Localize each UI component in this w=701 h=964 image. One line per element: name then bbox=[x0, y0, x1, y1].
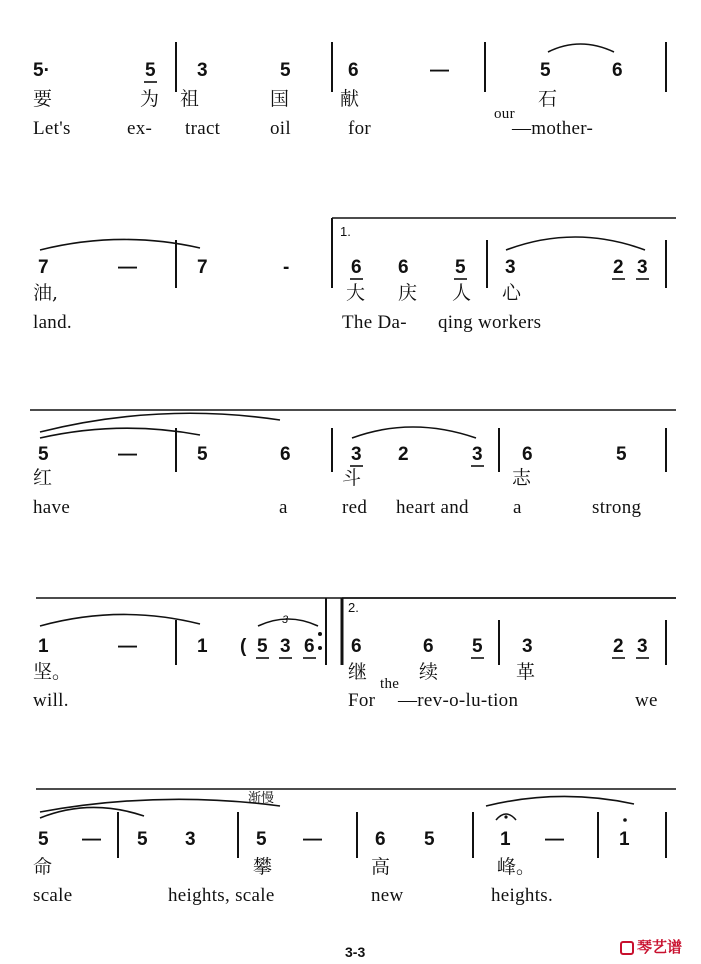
lyric-english: a bbox=[513, 497, 522, 518]
lyric-chinese: 斗 bbox=[342, 467, 362, 489]
lyric-english-superscript: our bbox=[494, 106, 515, 122]
jianpu-note: 5 bbox=[424, 829, 435, 850]
jianpu-note: 3 bbox=[280, 636, 291, 657]
jianpu-note: 3 bbox=[637, 257, 648, 278]
dash-extension: — bbox=[430, 60, 449, 81]
dash-extension: — bbox=[118, 636, 137, 657]
lyric-chinese: 庆 bbox=[398, 282, 418, 304]
jianpu-note: 7 bbox=[38, 257, 49, 278]
lyric-english: oil bbox=[270, 118, 291, 139]
dash-extension: — bbox=[545, 829, 564, 850]
lyric-english: we bbox=[635, 690, 658, 711]
jianpu-note: 2 bbox=[398, 444, 409, 465]
jianpu-note: 5 bbox=[280, 60, 291, 81]
tempo-mark: 渐慢 bbox=[248, 791, 275, 806]
jianpu-note: 6 bbox=[612, 60, 623, 81]
volta-2-label: 2. bbox=[348, 600, 359, 615]
lyric-english: for bbox=[348, 118, 372, 139]
dash-extension: — bbox=[303, 829, 322, 850]
jianpu-note: 3 bbox=[185, 829, 196, 850]
brand-name: 琴艺谱 bbox=[637, 938, 683, 956]
lyric-chinese: 峰。 bbox=[497, 856, 536, 878]
lyric-chinese: 红 bbox=[33, 467, 53, 489]
jianpu-note: 3 bbox=[522, 636, 533, 657]
lyric-english: new bbox=[371, 885, 404, 906]
lyric-english: heights, scale bbox=[168, 885, 275, 906]
jianpu-note: 1 bbox=[197, 636, 208, 657]
dash-extension: — bbox=[118, 444, 137, 465]
brand-logo bbox=[620, 936, 682, 957]
jianpu-note: 5 bbox=[472, 636, 483, 657]
lyric-chinese: 国 bbox=[270, 88, 290, 110]
jianpu-note: 6 bbox=[522, 444, 533, 465]
lyric-english: —rev-o-lu-tion bbox=[398, 690, 519, 711]
lyric-english: have bbox=[33, 497, 71, 518]
lyric-chinese: 为 bbox=[140, 88, 160, 110]
lyric-english-superscript: the bbox=[380, 676, 400, 692]
page-number: 3-3 bbox=[345, 944, 366, 960]
lyric-english: —mother- bbox=[512, 118, 594, 139]
lyric-english: strong bbox=[592, 497, 642, 518]
lyric-english: will. bbox=[33, 690, 69, 711]
jianpu-note: 5 bbox=[145, 60, 156, 81]
lyric-chinese: 攀 bbox=[253, 856, 273, 878]
lyric-chinese: 高 bbox=[371, 856, 391, 878]
lyric-english: Let's bbox=[33, 118, 71, 139]
lyric-chinese: 革 bbox=[516, 661, 536, 683]
volta-1-label: 1. bbox=[340, 224, 351, 239]
lyric-chinese: 续 bbox=[419, 661, 439, 683]
jianpu-note: 5 bbox=[38, 829, 49, 850]
lyric-english: ex- bbox=[127, 118, 153, 139]
jianpu-note: 5· bbox=[33, 60, 50, 81]
lyric-chinese: 坚。 bbox=[33, 661, 72, 683]
jianpu-note: 6 bbox=[348, 60, 359, 81]
jianpu-note: 6 bbox=[351, 257, 362, 278]
jianpu-note: 5 bbox=[455, 257, 466, 278]
lyric-english: The Da- bbox=[342, 312, 407, 333]
lyric-chinese: 大 bbox=[346, 282, 366, 304]
lyric-chinese: 油, bbox=[33, 282, 59, 304]
dash-extension: — bbox=[82, 829, 101, 850]
jianpu-note: 7 bbox=[197, 257, 208, 278]
lyric-chinese: 志 bbox=[512, 467, 532, 489]
jianpu-note: 6 bbox=[398, 257, 409, 278]
lyric-chinese: 要 bbox=[33, 88, 53, 110]
jianpu-note: 5 bbox=[137, 829, 148, 850]
jianpu-note: 5 bbox=[38, 444, 49, 465]
lyric-english: heights. bbox=[491, 885, 554, 906]
jianpu-note: ( bbox=[240, 636, 247, 657]
brand-icon bbox=[620, 941, 634, 955]
jianpu-note: 5 bbox=[540, 60, 551, 81]
jianpu-note: 6 bbox=[423, 636, 434, 657]
jianpu-note: 1 bbox=[38, 636, 49, 657]
jianpu-note: 6 bbox=[375, 829, 386, 850]
jianpu-note: 5 bbox=[197, 444, 208, 465]
jianpu-note: 1 bbox=[500, 829, 511, 850]
jianpu-note: 6 bbox=[304, 636, 315, 657]
triplet-mark: 3 bbox=[282, 614, 289, 626]
lyric-english: land. bbox=[33, 312, 72, 333]
lyric-english: red bbox=[342, 497, 368, 518]
jianpu-note: 2 bbox=[613, 636, 624, 657]
jianpu-note: 2 bbox=[613, 257, 624, 278]
lyric-english: qing workers bbox=[438, 312, 542, 333]
lyric-english: For bbox=[348, 690, 376, 711]
lyric-english: tract bbox=[185, 118, 221, 139]
lyric-chinese: 心 bbox=[502, 282, 522, 304]
jianpu-note: 3 bbox=[351, 444, 362, 465]
jianpu-note: 5 bbox=[256, 829, 267, 850]
lyric-chinese: 继 bbox=[348, 661, 368, 683]
dash-extension: - bbox=[283, 257, 290, 278]
lyric-chinese: 命 bbox=[33, 856, 53, 878]
jianpu-note: 6 bbox=[280, 444, 291, 465]
jianpu-note: 1 bbox=[619, 829, 630, 850]
lyric-english: heart and bbox=[396, 497, 469, 518]
lyric-chinese: 献 bbox=[340, 88, 360, 110]
jianpu-note: 6 bbox=[351, 636, 362, 657]
jianpu-note: 3 bbox=[505, 257, 516, 278]
lyric-chinese: 祖 bbox=[180, 88, 200, 110]
jianpu-note: 5 bbox=[616, 444, 627, 465]
jianpu-note: 3 bbox=[637, 636, 648, 657]
lyric-english: scale bbox=[33, 885, 73, 906]
lyric-chinese: 人 bbox=[452, 282, 472, 304]
dash-extension: — bbox=[118, 257, 137, 278]
jianpu-note: 3 bbox=[197, 60, 208, 81]
lyric-english: a bbox=[279, 497, 288, 518]
jianpu-note: 5 bbox=[257, 636, 268, 657]
lyric-chinese: 石 bbox=[538, 88, 558, 110]
jianpu-note: 3 bbox=[472, 444, 483, 465]
